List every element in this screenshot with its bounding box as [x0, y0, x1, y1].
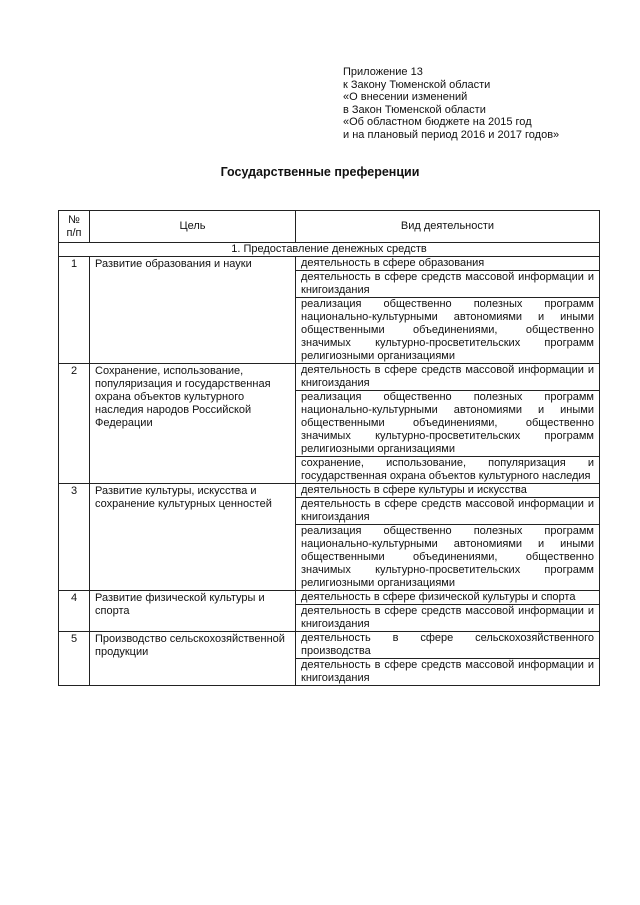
row-goal: Развитие культуры, искусства и сохранение культурных ценностей	[90, 484, 296, 591]
appendix-line: в Закон Тюменской области	[343, 103, 486, 116]
row-goal: Развитие образования и науки	[90, 257, 296, 364]
row-number: 2	[59, 364, 90, 484]
header-num: № п/п	[59, 211, 90, 243]
row-number: 1	[59, 257, 90, 364]
appendix-line: Приложение 13	[343, 66, 423, 78]
row-activity: реализация общественно полезных программ национально-культурными автономиями и иными общественными объединениями, общественно значимых культурно-просветительских программ религиозными организациями	[296, 298, 600, 364]
document-title: Государственные преференции	[220, 165, 420, 179]
row-activity: деятельность в сфере средств массовой информации и книгоиздания	[296, 498, 600, 525]
row-number: 4	[59, 591, 90, 632]
table-row	[59, 484, 600, 498]
table-row	[59, 364, 600, 391]
appendix-line: «Об областном бюджете на 2015 год	[343, 116, 532, 128]
row-activity: сохранение, использование, популяризация и государственная охрана объектов культурного наследия	[296, 457, 600, 484]
table-header-row	[59, 211, 600, 243]
row-goal: Производство сельскохозяйственной продукции	[90, 632, 296, 686]
header-activity: Вид деятельности	[296, 211, 600, 243]
appendix-line: «О внесении изменений	[343, 91, 468, 103]
appendix-block	[343, 66, 559, 141]
row-activity: деятельность в сфере культуры и искусства	[296, 484, 600, 498]
row-activity: реализация общественно полезных программ национально-культурными автономиями и иными общественными объединениями, общественно значимых культурно-просветительских программ религиозными организациями	[296, 391, 600, 457]
row-number: 5	[59, 632, 90, 686]
row-activity: деятельность в сфере средств массовой информации и книгоиздания	[296, 271, 600, 298]
row-activity: деятельность в сфере средств массовой информации и книгоиздания	[296, 659, 600, 686]
table-row	[59, 257, 600, 271]
section-title: 1. Предоставление денежных средств	[59, 243, 600, 257]
appendix-line: и на плановый период 2016 и 2017 годов»	[343, 128, 560, 141]
row-activity: деятельность в сфере физической культуры и спорта	[296, 591, 600, 605]
row-goal: Сохранение, использование, популяризация и государственная охрана объектов культурного наследия народов Российской Федерации	[90, 364, 296, 484]
row-activity: реализация общественно полезных программ национально-культурными автономиями и иными общественными объединениями, общественно значимых культурно-просветительских программ религиозными организациями	[296, 525, 600, 591]
row-activity: деятельность в сфере средств массовой информации и книгоиздания	[296, 605, 600, 632]
preferences-table	[58, 210, 600, 686]
table-row	[59, 591, 600, 605]
row-activity: деятельность в сфере образования	[296, 257, 600, 271]
row-goal: Развитие физической культуры и спорта	[90, 591, 296, 632]
header-goal: Цель	[90, 211, 296, 243]
row-activity: деятельность в сфере сельскохозяйственного производства	[296, 632, 600, 659]
row-number: 3	[59, 484, 90, 591]
row-activity: деятельность в сфере средств массовой информации и книгоиздания	[296, 364, 600, 391]
section-row	[59, 243, 600, 257]
table-row	[59, 632, 600, 659]
appendix-line: к Закону Тюменской области	[343, 78, 491, 91]
